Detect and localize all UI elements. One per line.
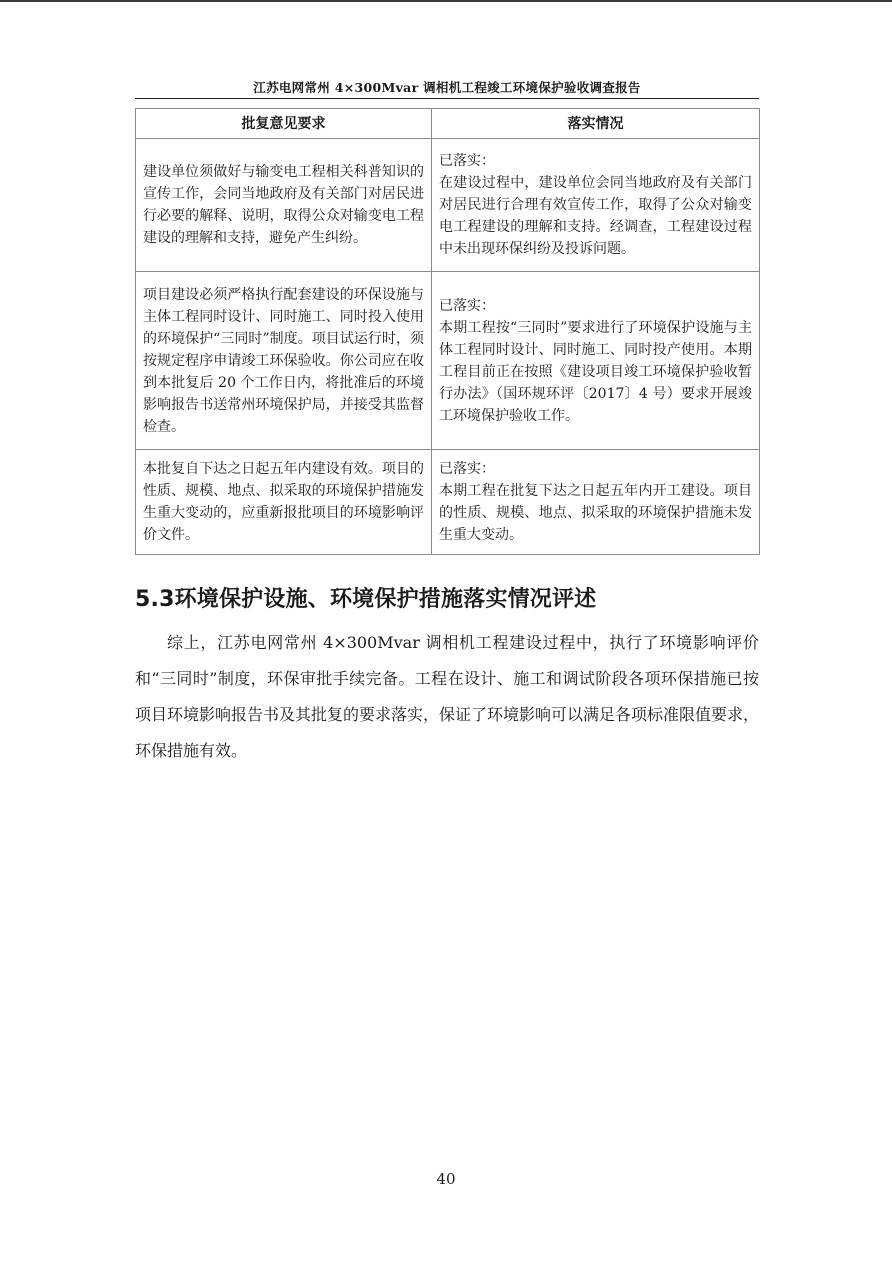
- implementation-text: 本期工程按“三同时”要求进行了环境保护设施与主体工程同时设计、同时施工、同时投产使用。本期工程目前正在按照《建设项目竣工环境保护验收暂行办法》（国环规环评〔2017〕4 号）要求开展竣工环境保护验收工作。: [439, 319, 752, 424]
- implementation-cell: [432, 139, 760, 272]
- requirement-text: 建设单位须做好与输变电工程相关科普知识的宣传工作，会同当地政府及有关部门对居民进行必要的解释、说明，取得公众对输变电工程建设的理解和支持，避免产生纠纷。: [143, 164, 424, 246]
- page-top-border: [0, 0, 892, 2]
- table-row: [136, 272, 760, 450]
- requirement-cell: [136, 139, 432, 272]
- header-rule: [135, 98, 759, 99]
- status-label: 已落实：: [439, 461, 495, 477]
- requirement-text: 项目建设必须严格执行配套建设的环保设施与主体工程同时设计、同时施工、同时投入使用的环境保护“三同时”制度。项目试运行时，须按规定程序申请竣工环保验收。你公司应在收到本批复后 20 个工作日内，将批准后的环境影响报告书送常州环境保护局，并接受其监督检查。: [143, 286, 424, 435]
- table-row: [136, 139, 760, 272]
- implementation-cell: [432, 272, 760, 450]
- requirement-cell: [136, 272, 432, 450]
- running-header: 江苏电网常州 4×300Mvar 调相机工程竣工环境保护验收调查报告: [253, 80, 641, 95]
- requirement-text: 本批复自下达之日起五年内建设有效。项目的性质、规模、地点、拟采取的环境保护措施发生重大变动的，应重新报批项目的环境影响评价文件。: [143, 461, 424, 543]
- approval-requirements-table: [135, 108, 760, 555]
- column-header-implementation: 落实情况: [432, 109, 760, 139]
- page-number: 40: [436, 1170, 456, 1188]
- requirement-cell: [136, 450, 432, 555]
- column-header-requirement: 批复意见要求: [136, 109, 432, 139]
- implementation-text: 本期工程在批复下达之日起五年内开工建设。项目的性质、规模、地点、拟采取的环境保护措施未发生重大变动。: [439, 483, 752, 543]
- section-heading: 5.3环境保护设施、环境保护措施落实情况评述: [135, 587, 597, 612]
- table-row: [136, 450, 760, 555]
- summary-paragraph: 综上，江苏电网常州 4×300Mvar 调相机工程建设过程中，执行了环境影响评价和“三同时”制度，环保审批手续完备。工程在设计、施工和调试阶段各项环保措施已按项目环境影响报告书及其批复的要求落实，保证了环境影响可以满足各项标准限值要求，环保措施有效。: [135, 633, 760, 760]
- table-header-row: [136, 109, 760, 139]
- status-label: 已落实：: [439, 153, 495, 169]
- status-label: 已落实：: [439, 297, 495, 314]
- implementation-cell: [432, 450, 760, 555]
- implementation-text: 在建设过程中，建设单位会同当地政府及有关部门对居民进行合理有效宣传工作，取得了公众对输变电工程建设的理解和支持。经调查，工程建设过程中未出现环保纠纷及投诉问题。: [439, 175, 752, 257]
